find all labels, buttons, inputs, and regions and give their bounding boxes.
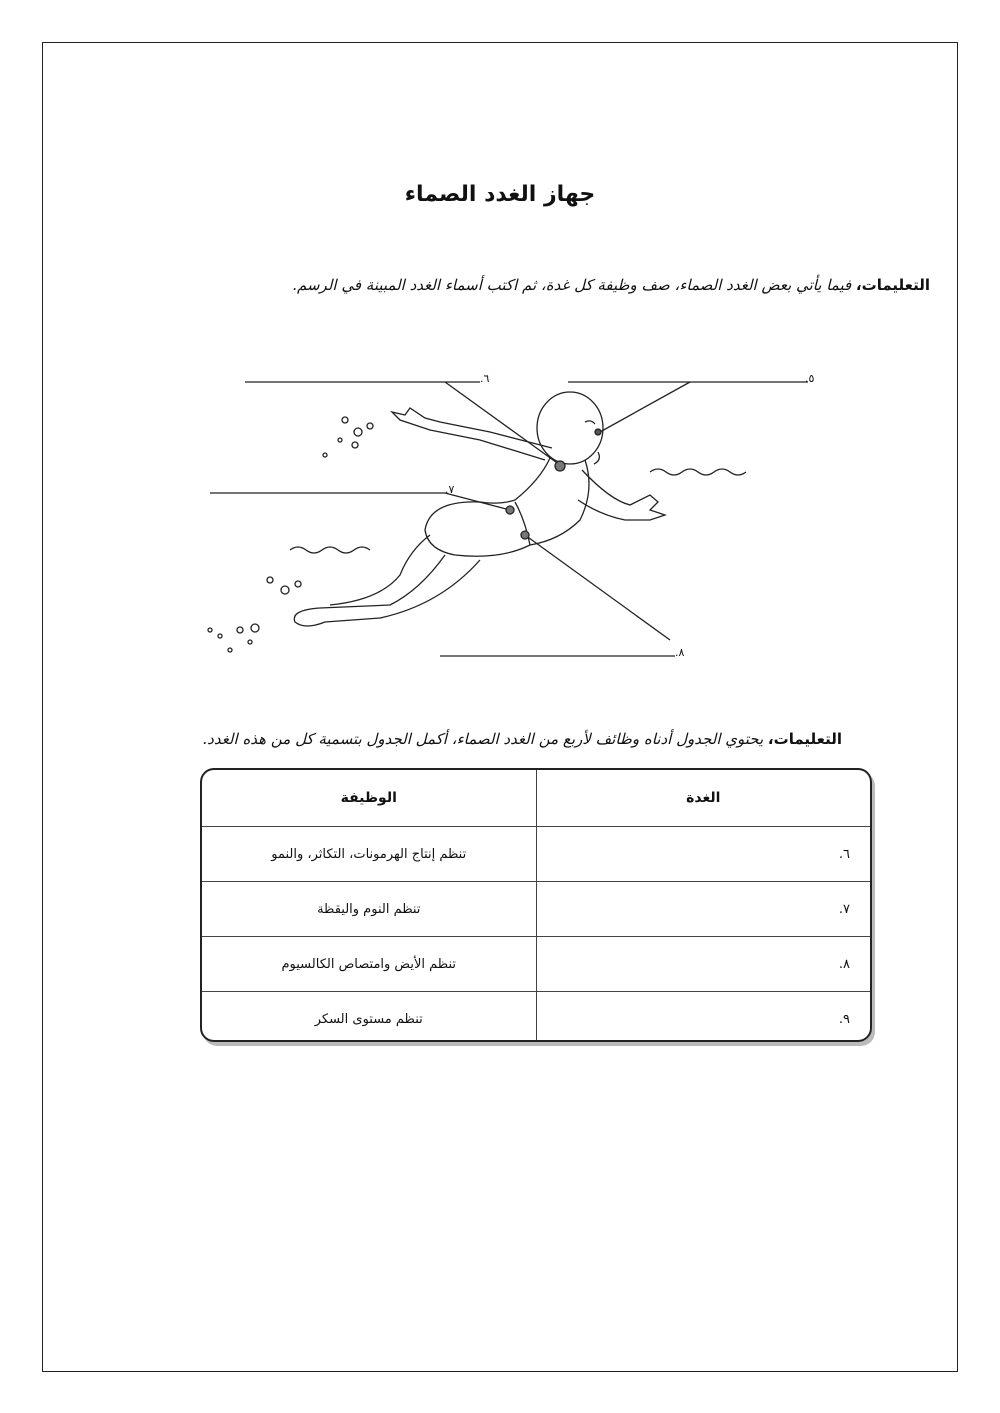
swimmer-diagram [180,360,860,680]
header-function: الوظيفة [202,770,536,827]
function-cell: تنظم الأيض وامتصاص الكالسيوم [202,937,536,992]
gland-cell[interactable] [536,827,870,882]
diagram-label-8: ٨. [675,646,685,659]
gland-cell[interactable] [536,937,870,992]
instructions-1-label: التعليمات، [855,276,930,294]
header-gland: الغدة [536,770,870,827]
instructions-2-label: التعليمات، [767,730,842,748]
row-number: ٨. [838,956,850,972]
table-row [202,882,870,937]
page-border [42,42,958,1372]
diagram-label-5: ٥. [805,372,815,385]
gland-cell[interactable] [536,882,870,937]
table-row [202,937,870,992]
row-number: ٩. [838,1011,850,1027]
function-cell: تنظم النوم واليقظة [202,882,536,937]
row-number: ٦. [838,846,850,862]
glands-table [200,768,872,1042]
instructions-2 [202,730,842,748]
instructions-1-text: فيما يأتي بعض الغدد الصماء، صف وظيفة كل غدة، ثم اكتب أسماء الغدد المبينة في الرسم. [292,276,856,294]
gland-cell[interactable] [536,992,870,1043]
row-number: ٧. [838,901,850,917]
function-cell: تنظم مستوى السكر [202,992,536,1043]
function-cell: تنظم إنتاج الهرمونات، التكاثر، والنمو [202,827,536,882]
swimmer-illustration [180,360,860,680]
instructions-1 [292,276,930,294]
page-title: جهاز الغدد الصماء [404,182,596,207]
diagram-label-6: ٦. [480,372,490,385]
table-row [202,827,870,882]
table-row [202,992,870,1043]
instructions-2-text: يحتوي الجدول أدناه وظائف لأربع من الغدد الصماء، أكمل الجدول بتسمية كل من هذه الغدد. [202,730,768,748]
diagram-label-7: ٧. [445,483,455,496]
